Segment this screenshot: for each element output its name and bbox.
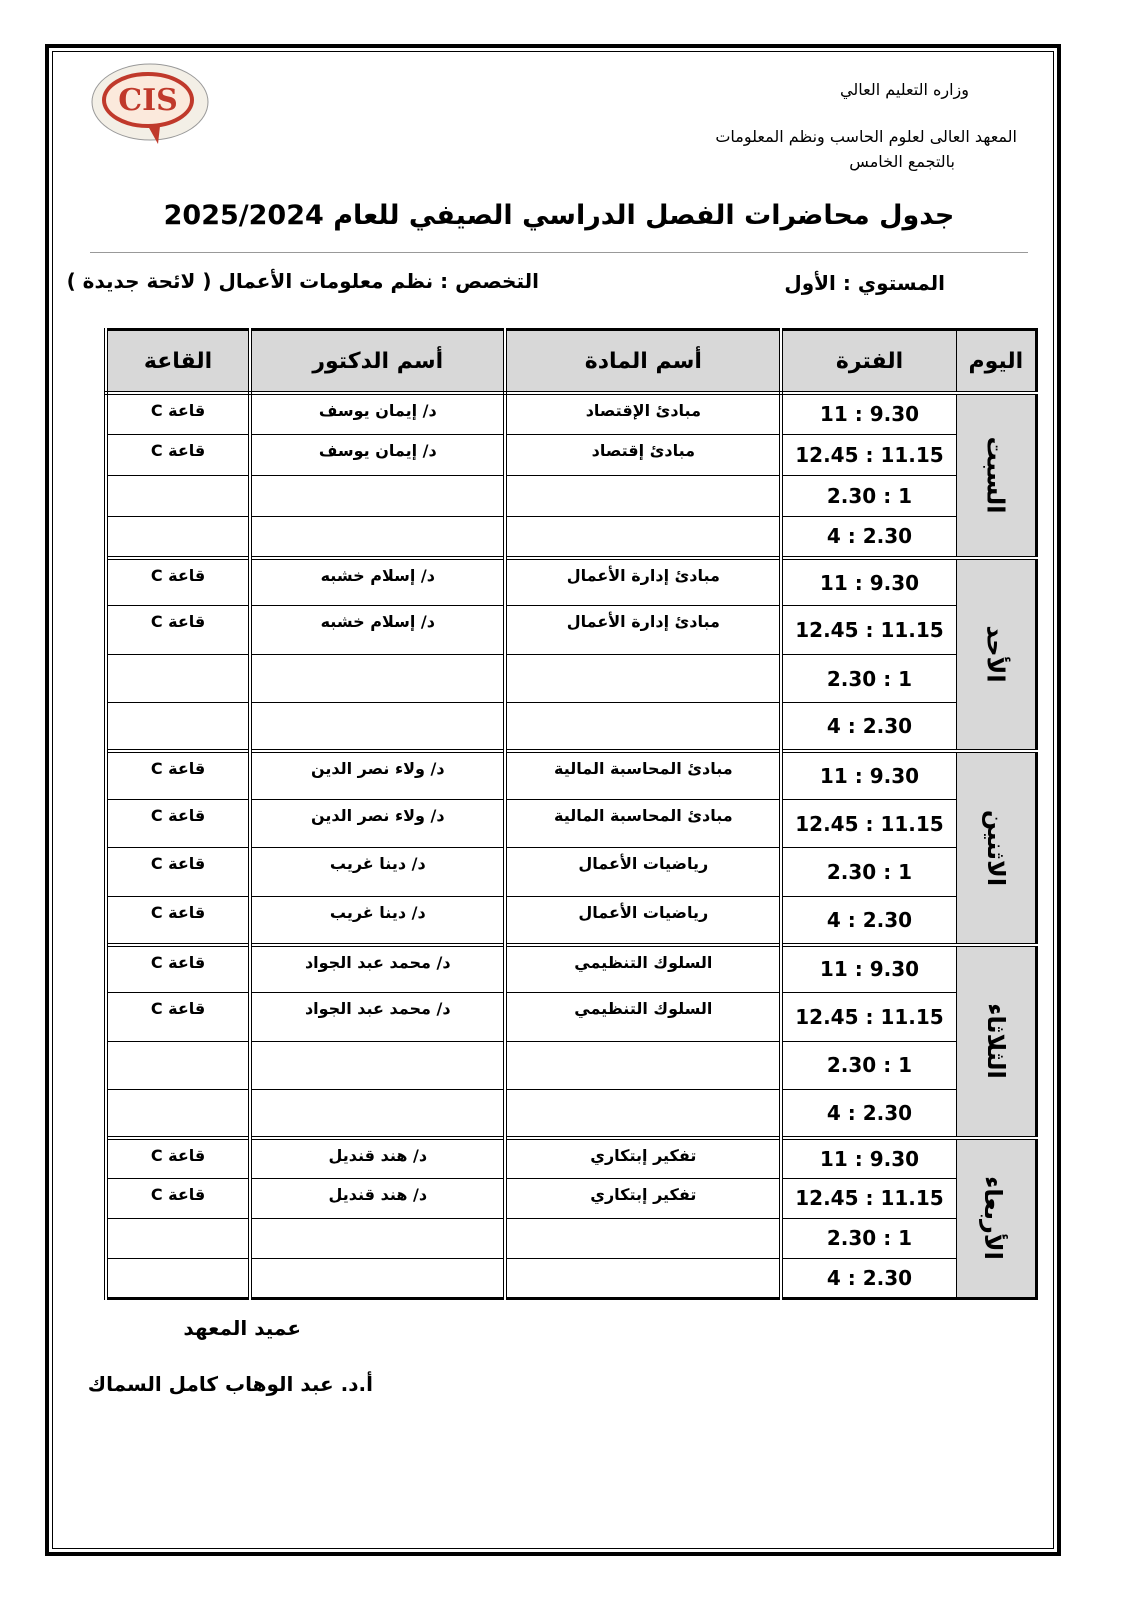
subject-cell: رياضيات الأعمال [505, 848, 781, 896]
schedule-row [106, 1218, 1037, 1258]
schedule-row [106, 799, 1037, 847]
schedule-row [106, 945, 1037, 993]
subject-cell: مبادئ إقتصاد [505, 434, 781, 475]
period-cell: 1 : 2.30 [781, 654, 956, 702]
header-subject: أسم المادة [505, 330, 781, 394]
subject-cell [505, 1090, 781, 1138]
period-cell: 9.30 : 11 [781, 393, 956, 434]
schedule-row [106, 703, 1037, 751]
subject-cell: تفكير إبتكاري [505, 1138, 781, 1178]
header-room: القاعة [106, 330, 250, 394]
doctor-cell: د/ هند قنديل [250, 1138, 505, 1178]
signature-name: أ.د. عبد الوهاب كامل السماك [87, 1372, 373, 1396]
period-cell: 2.30 : 4 [781, 1258, 956, 1298]
period-cell: 9.30 : 11 [781, 945, 956, 993]
schedule-row [106, 848, 1037, 896]
doctor-cell [250, 1041, 505, 1089]
room-cell: قاعة C [106, 1138, 250, 1178]
period-cell: 1 : 2.30 [781, 475, 956, 516]
room-cell: قاعة C [106, 799, 250, 847]
period-cell: 2.30 : 4 [781, 1090, 956, 1138]
doctor-cell: د/ إسلام خشبه [250, 558, 505, 606]
subject-cell: مبادئ إدارة الأعمال [505, 558, 781, 606]
day-cell [956, 751, 1036, 944]
schedule-row [106, 558, 1037, 606]
period-cell: 9.30 : 11 [781, 751, 956, 799]
schedule-row [106, 516, 1037, 557]
period-cell: 11.15 : 12.45 [781, 993, 956, 1041]
subject-cell: السلوك التنظيمي [505, 993, 781, 1041]
logo-text: CIS [118, 83, 178, 118]
room-cell [106, 1090, 250, 1138]
room-cell: قاعة C [106, 751, 250, 799]
period-cell: 2.30 : 4 [781, 703, 956, 751]
schedule-row [106, 654, 1037, 702]
period-cell: 1 : 2.30 [781, 848, 956, 896]
doctor-cell: د/ ولاء نصر الدين [250, 751, 505, 799]
day-label: الأربعاء [979, 1176, 1008, 1261]
doctor-cell [250, 703, 505, 751]
room-cell: قاعة C [106, 393, 250, 434]
title-divider [90, 252, 1028, 253]
header-day: اليوم [956, 330, 1036, 394]
period-cell: 2.30 : 4 [781, 896, 956, 944]
schedule-row [106, 393, 1037, 434]
schedule-row [106, 1138, 1037, 1178]
subject-cell [505, 1218, 781, 1258]
period-cell: 9.30 : 11 [781, 1138, 956, 1178]
day-cell [956, 1138, 1036, 1299]
period-cell: 1 : 2.30 [781, 1218, 956, 1258]
period-cell: 11.15 : 12.45 [781, 606, 956, 654]
schedule-row [106, 896, 1037, 944]
room-cell: قاعة C [106, 558, 250, 606]
level-label: المستوي : الأول [784, 271, 945, 295]
doctor-cell: د/ محمد عبد الجواد [250, 993, 505, 1041]
schedule-row [106, 475, 1037, 516]
room-cell [106, 703, 250, 751]
schedule-row [106, 1258, 1037, 1298]
room-cell: قاعة C [106, 606, 250, 654]
header-doctor: أسم الدكتور [250, 330, 505, 394]
institute-location: بالتجمع الخامس [849, 152, 955, 171]
doctor-cell: د/ إسلام خشبه [250, 606, 505, 654]
period-cell: 11.15 : 12.45 [781, 1178, 956, 1218]
specialization-label: التخصص : نظم معلومات الأعمال ( لائحة جديدة ) [66, 269, 539, 293]
room-cell: قاعة C [106, 896, 250, 944]
doctor-cell [250, 1090, 505, 1138]
institute-logo [86, 58, 214, 154]
doctor-cell [250, 516, 505, 557]
doctor-cell [250, 475, 505, 516]
institute-name: المعهد العالى لعلوم الحاسب ونظم المعلومات [715, 127, 1017, 146]
room-cell [106, 475, 250, 516]
room-cell: قاعة C [106, 848, 250, 896]
subject-cell [505, 1258, 781, 1298]
subject-cell [505, 654, 781, 702]
room-cell [106, 654, 250, 702]
header-row [106, 330, 1037, 394]
doctor-cell [250, 654, 505, 702]
period-cell: 11.15 : 12.45 [781, 434, 956, 475]
room-cell: قاعة C [106, 1178, 250, 1218]
room-cell [106, 516, 250, 557]
room-cell: قاعة C [106, 993, 250, 1041]
subject-cell: مبادئ إدارة الأعمال [505, 606, 781, 654]
room-cell [106, 1258, 250, 1298]
day-cell [956, 393, 1036, 558]
day-label: الاثنين [981, 809, 1010, 886]
doctor-cell: د/ ولاء نصر الدين [250, 799, 505, 847]
doctor-cell: د/ دينا غريب [250, 896, 505, 944]
room-cell [106, 1041, 250, 1089]
page-title: جدول محاضرات الفصل الدراسي الصيفي للعام 2025/2024 [163, 200, 955, 231]
period-cell: 2.30 : 4 [781, 516, 956, 557]
doctor-cell: د/ محمد عبد الجواد [250, 945, 505, 993]
doctor-cell [250, 1218, 505, 1258]
subject-cell [505, 1041, 781, 1089]
schedule-row [106, 434, 1037, 475]
subject-cell [505, 475, 781, 516]
period-cell: 9.30 : 11 [781, 558, 956, 606]
doctor-cell: د/ إيمان يوسف [250, 393, 505, 434]
subject-cell: السلوك التنظيمي [505, 945, 781, 993]
subject-cell: تفكير إبتكاري [505, 1178, 781, 1218]
doctor-cell [250, 1258, 505, 1298]
room-cell: قاعة C [106, 945, 250, 993]
room-cell: قاعة C [106, 434, 250, 475]
subject-cell: مبادئ المحاسبة المالية [505, 751, 781, 799]
subject-cell [505, 703, 781, 751]
ministry-name: وزاره التعليم العالي [840, 80, 969, 99]
doctor-cell: د/ دينا غريب [250, 848, 505, 896]
header-period: الفترة [781, 330, 956, 394]
period-cell: 1 : 2.30 [781, 1041, 956, 1089]
room-cell [106, 1218, 250, 1258]
signature-role: عميد المعهد [183, 1316, 301, 1340]
schedule-row [106, 1041, 1037, 1089]
schedule-row [106, 1178, 1037, 1218]
subject-cell: مبادئ الإقتصاد [505, 393, 781, 434]
subject-cell: رياضيات الأعمال [505, 896, 781, 944]
day-cell [956, 558, 1036, 751]
doctor-cell: د/ هند قنديل [250, 1178, 505, 1218]
day-cell [956, 945, 1036, 1138]
day-label: الثلاثاء [981, 1003, 1010, 1079]
subject-cell [505, 516, 781, 557]
schedule-row [106, 606, 1037, 654]
schedule-row [106, 993, 1037, 1041]
day-label: الأحد [981, 625, 1010, 683]
day-label: السبت [981, 436, 1010, 514]
schedule-table [104, 328, 1038, 1300]
doctor-cell: د/ إيمان يوسف [250, 434, 505, 475]
period-cell: 11.15 : 12.45 [781, 799, 956, 847]
schedule-row [106, 1090, 1037, 1138]
subject-cell: مبادئ المحاسبة المالية [505, 799, 781, 847]
schedule-row [106, 751, 1037, 799]
